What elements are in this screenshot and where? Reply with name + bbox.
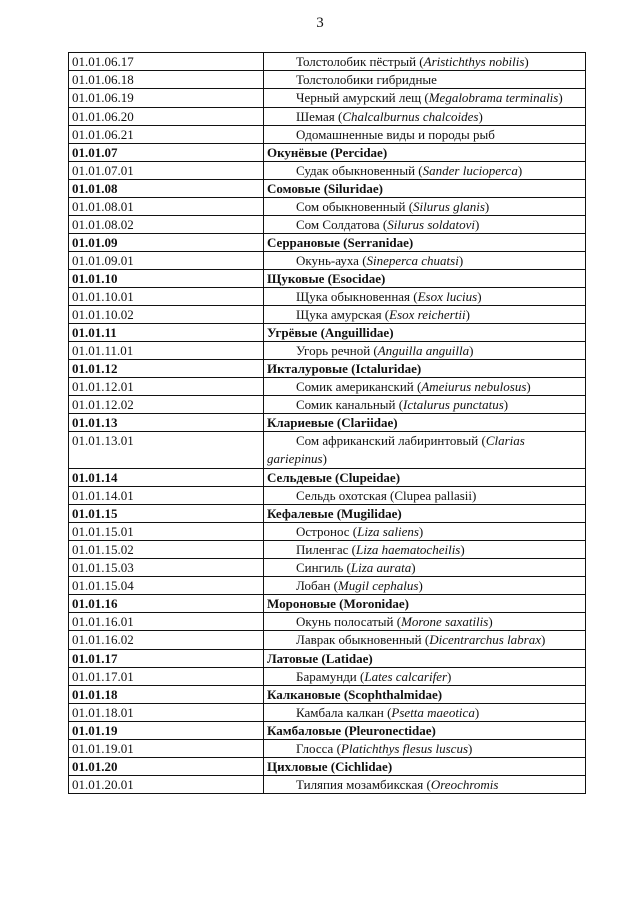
latin-name: Ictalurus punctatus [403,397,504,412]
name-text: Сомик канальный ( [296,397,404,412]
name-text: Сомовые (Siluridae) [267,181,383,196]
species-name [264,668,586,686]
name-text: Остронос ( [296,524,358,539]
name-text: Черный амурский лещ ( [296,90,429,105]
family-name [264,144,586,162]
name-text: Толстолобики гибридные [296,72,437,87]
name-text: Щуковые (Esocidae) [267,271,386,286]
species-row [69,89,586,108]
name-suffix: ) [541,632,546,647]
name-text: Цихловые (Cichlidae) [267,759,393,774]
species-name [264,216,586,234]
species-name [264,288,586,306]
name-suffix: ) [477,289,482,304]
row-code: 01.01.13.01 [69,432,264,469]
species-row [69,53,586,71]
name-suffix: ) [418,578,423,593]
name-suffix: ) [411,560,416,575]
species-row [69,668,586,686]
species-name [264,252,586,270]
name-text: Угорь речной ( [296,343,378,358]
row-code: 01.01.18.01 [69,704,264,722]
row-code: 01.01.10 [69,270,264,288]
name-text: Сом Солдатова ( [296,217,388,232]
name-text: Сомик американский ( [296,379,422,394]
species-row [69,342,586,360]
family-name [264,650,586,668]
row-code: 01.01.14 [69,469,264,487]
latin-name: Clarias gariepinus [267,433,525,466]
species-row [69,613,586,631]
row-code: 01.01.08 [69,180,264,198]
family-name [264,758,586,776]
row-code: 01.01.18 [69,686,264,704]
row-code: 01.01.12.02 [69,396,264,414]
species-row [69,704,586,722]
name-text: Икталуровые (Ictaluridae) [267,361,422,376]
name-suffix: ) [474,705,480,720]
name-text: Одомашненные виды и породы рыб [296,127,495,142]
family-row [69,180,586,198]
latin-name: Aristichthys nobilis [423,54,525,69]
row-code: 01.01.20.01 [69,776,264,794]
row-code: 01.01.12 [69,360,264,378]
row-code: 01.01.13 [69,414,264,432]
row-code: 01.01.11 [69,324,264,342]
name-suffix: ) [418,524,424,539]
name-suffix: ) [478,109,483,124]
species-name [264,740,586,758]
family-row [69,324,586,342]
name-suffix: ) [524,54,529,69]
name-text: Угрёвые (Anguillidae) [267,325,394,340]
name-suffix: ) [465,307,470,322]
latin-name: Chalcalburnus chalcoides [342,109,479,124]
species-name [264,126,586,144]
family-row [69,270,586,288]
name-text: Серрановые (Serranidae) [267,235,414,250]
species-name [264,704,586,722]
row-code: 01.01.19.01 [69,740,264,758]
species-name [264,523,586,541]
family-name [264,686,586,704]
species-name [264,613,586,631]
latin-name: Liza saliens [357,524,419,539]
species-name [264,53,586,71]
family-row [69,234,586,252]
row-code: 01.01.16.01 [69,613,264,631]
species-row [69,71,586,89]
row-code: 01.01.09 [69,234,264,252]
family-name [264,414,586,432]
row-code: 01.01.17 [69,650,264,668]
species-name [264,776,586,794]
species-row [69,396,586,414]
name-suffix: ) [469,343,474,358]
species-name [264,71,586,89]
name-suffix: ) [475,217,480,232]
row-code: 01.01.19 [69,722,264,740]
name-text: Сом африканский лабиринтовый ( [296,433,486,448]
family-name [264,234,586,252]
row-code: 01.01.15.04 [69,577,264,595]
name-text: Окунь-ауха ( [296,253,367,268]
species-row [69,559,586,577]
species-name [264,306,586,324]
species-row [69,108,586,126]
name-suffix: ) [517,163,523,178]
latin-name: Silurus glanis [413,199,485,214]
species-row [69,740,586,758]
row-code: 01.01.15 [69,505,264,523]
row-code: 01.01.09.01 [69,252,264,270]
latin-name: Platichthys flesus luscus [340,741,469,756]
latin-name: Esox reichertii [389,307,466,322]
family-row [69,758,586,776]
row-code: 01.01.10.02 [69,306,264,324]
family-name [264,360,586,378]
name-text: Щука амурская ( [296,307,390,322]
latin-name: Liza aurata [350,560,412,575]
name-text: Камбаловые (Pleuronectidae) [267,723,436,738]
name-suffix: ) [322,451,327,466]
name-text: Окунь полосатый ( [296,614,402,629]
latin-name: Silurus soldatovi [387,217,476,232]
row-code: 01.01.06.17 [69,53,264,71]
species-row [69,541,586,559]
family-name [264,324,586,342]
row-code: 01.01.12.01 [69,378,264,396]
species-row [69,288,586,306]
name-text: Окунёвые (Percidae) [267,145,388,160]
species-name [264,559,586,577]
name-suffix: ) [458,253,464,268]
name-text: Лаврак обыкновенный ( [296,632,430,647]
name-text: Камбала калкан ( [296,705,392,720]
species-name [264,487,586,505]
name-suffix: ) [468,741,473,756]
name-text: Сом обыкновенный ( [296,199,414,214]
species-row [69,162,586,180]
species-row [69,523,586,541]
family-row [69,144,586,162]
row-code: 01.01.06.18 [69,71,264,89]
name-text: Глосса ( [296,741,341,756]
row-code: 01.01.15.01 [69,523,264,541]
name-text: Шемая ( [296,109,343,124]
name-text: Сельдевые (Clupeidae) [267,470,401,485]
family-name [264,595,586,613]
species-name [264,342,586,360]
row-code: 01.01.11.01 [69,342,264,360]
species-name [264,89,586,108]
name-text: Калкановые (Scophthalmidae) [267,687,443,702]
latin-name: Psetta maeotica [391,705,475,720]
latin-name: Esox lucius [417,289,478,304]
latin-name: Ameiurus nebulosus [421,379,527,394]
species-row [69,306,586,324]
row-code: 01.01.20 [69,758,264,776]
row-code: 01.01.17.01 [69,668,264,686]
species-row [69,432,586,469]
row-code: 01.01.08.02 [69,216,264,234]
latin-name: Mugil cephalus [337,578,419,593]
name-text: Барамунди ( [296,669,365,684]
latin-name: Liza haematocheilis [356,542,461,557]
row-code: 01.01.16.02 [69,631,264,650]
family-row [69,722,586,740]
latin-name: Megalobrama terminalis [428,90,559,105]
name-suffix: ) [484,199,490,214]
species-name [264,396,586,414]
family-name [264,180,586,198]
species-name [264,577,586,595]
row-code: 01.01.07.01 [69,162,264,180]
name-text: Латовые (Latidae) [267,651,373,666]
species-row [69,198,586,216]
row-code: 01.01.08.01 [69,198,264,216]
page-number: 3 [316,15,324,31]
name-text: Сельдь охотская (Clupea pallasii) [296,488,477,503]
species-row [69,577,586,595]
family-row [69,595,586,613]
classification-table [68,52,586,794]
species-name [264,541,586,559]
species-name [264,631,586,650]
family-row [69,686,586,704]
family-name [264,722,586,740]
name-text: Щука обыкновенная ( [296,289,418,304]
species-row [69,126,586,144]
family-name [264,270,586,288]
species-name [264,432,586,469]
family-row [69,505,586,523]
family-row [69,360,586,378]
name-suffix: ) [558,90,563,105]
row-code: 01.01.07 [69,144,264,162]
family-row [69,469,586,487]
family-row [69,650,586,668]
name-text: Сингиль ( [296,560,351,575]
species-name [264,162,586,180]
latin-name: Sineperca chuatsi [366,253,459,268]
row-code: 01.01.15.03 [69,559,264,577]
family-name [264,469,586,487]
name-suffix: ) [488,614,493,629]
species-name [264,198,586,216]
latin-name: Lates calcarifer [364,669,448,684]
name-suffix: ) [526,379,531,394]
name-text: Клариевые (Clariidae) [267,415,398,430]
species-row [69,631,586,650]
species-row [69,776,586,794]
species-row [69,487,586,505]
row-code: 01.01.06.20 [69,108,264,126]
name-text: Лобан ( [296,578,338,593]
latin-name: Oreochromis [430,777,499,792]
name-text: Пиленгас ( [296,542,357,557]
latin-name: Anguilla anguilla [377,343,470,358]
name-suffix: ) [460,542,465,557]
name-text: Кефалевые (Mugilidae) [267,506,402,521]
name-text: Тиляпия мозамбикская ( [296,777,431,792]
row-code: 01.01.06.19 [69,89,264,108]
latin-name: Morone saxatilis [401,614,489,629]
species-row [69,378,586,396]
name-text: Толстолобик пёстрый ( [296,54,424,69]
family-name [264,505,586,523]
family-row [69,414,586,432]
species-row [69,252,586,270]
row-code: 01.01.06.21 [69,126,264,144]
species-name [264,108,586,126]
row-code: 01.01.10.01 [69,288,264,306]
row-code: 01.01.16 [69,595,264,613]
latin-name: Sander lucioperca [422,163,518,178]
row-code: 01.01.14.01 [69,487,264,505]
latin-name: Dicentrarchus labrax [429,632,542,647]
name-text: Мороновые (Moronidae) [267,596,409,611]
name-suffix: ) [447,669,452,684]
species-name [264,378,586,396]
row-code: 01.01.15.02 [69,541,264,559]
name-suffix: ) [503,397,509,412]
species-row [69,216,586,234]
name-text: Судак обыкновенный ( [296,163,423,178]
